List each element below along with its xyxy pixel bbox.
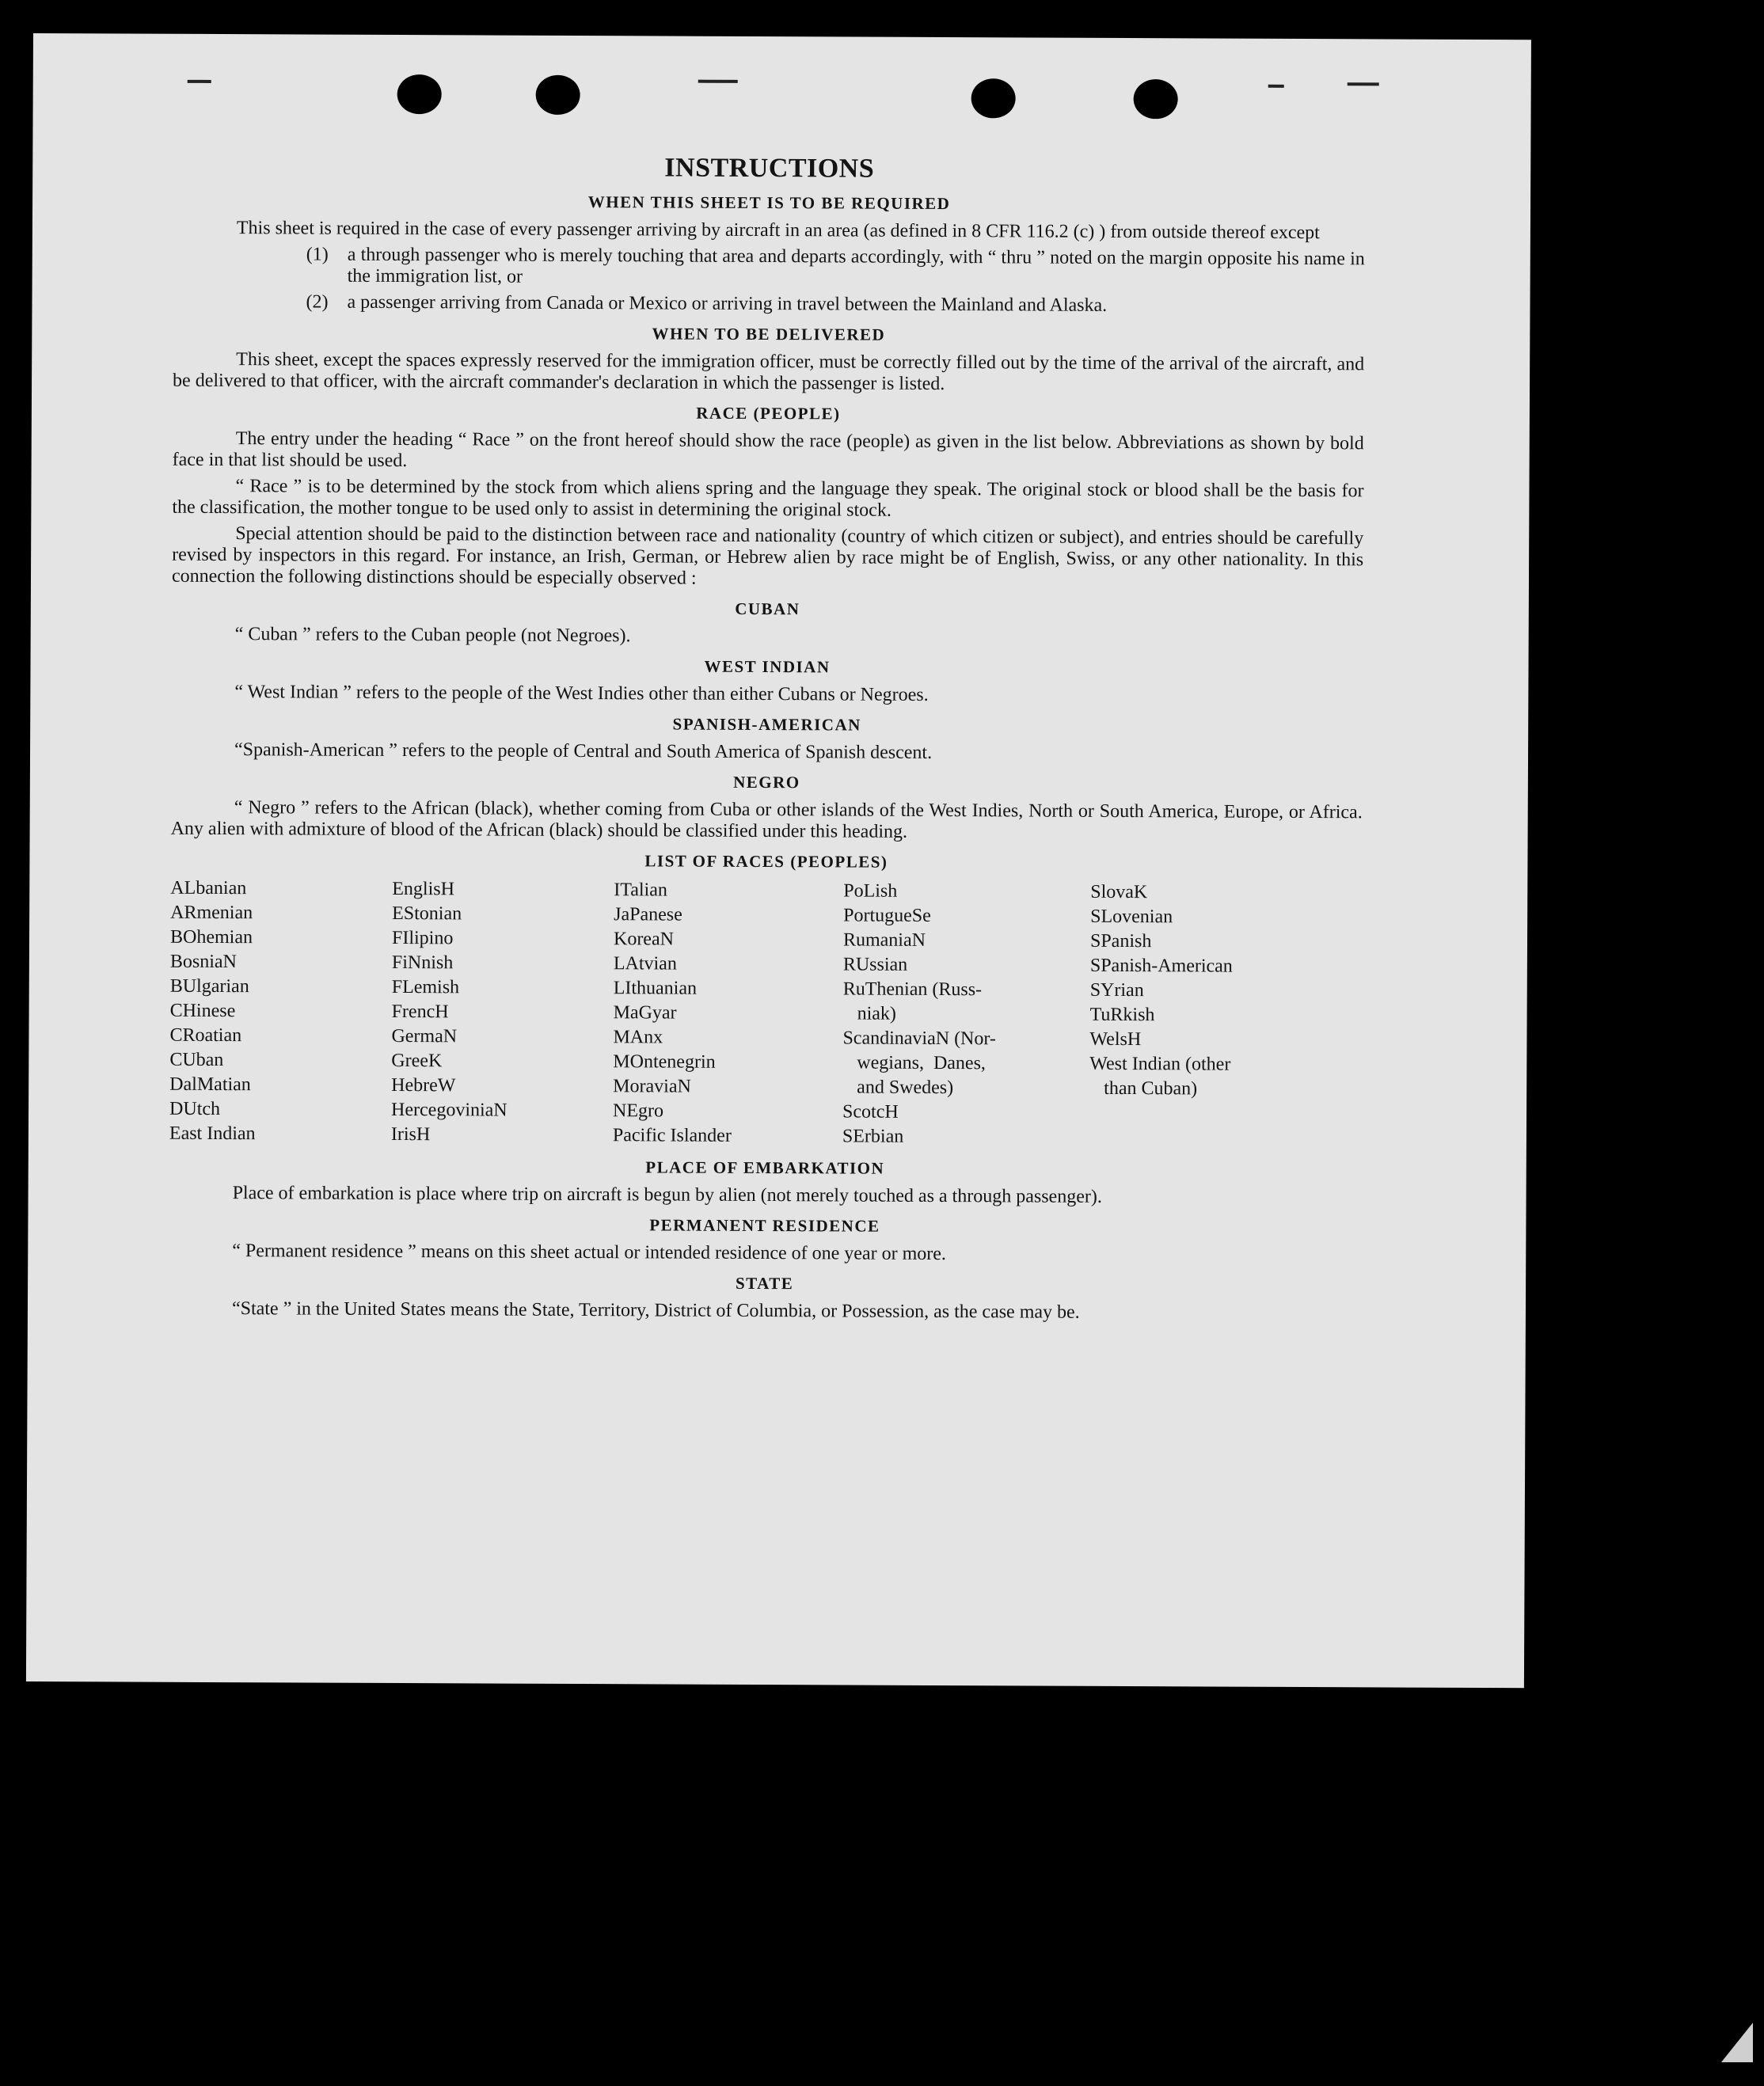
race-entry: EnglisH <box>392 878 455 900</box>
scan-corner-mark <box>1721 2023 1753 2062</box>
paragraph-residence: “ Permanent residence ” means on this sheet actual or intended residence of one year or more. <box>232 1241 946 1265</box>
race-entry: ITalian <box>614 880 667 901</box>
paragraph-when-required: This sheet is required in the case of every passenger arriving by aircraft in an area (as defined in 8 CFR 116.2 (c) ) from outside thereof except <box>236 218 1320 244</box>
paragraph-when-delivered: This sheet, except the spaces expressly reserved for the immigration officer, must be correctly filled out by the time of the arrival of the aircraft, and be delivered to that officer, with the aircraft commander's declaration in which the passenger is listed. <box>173 349 1365 395</box>
races-table <box>169 876 1362 1152</box>
race-entry: ScandinaviaN (Nor- <box>842 1028 996 1050</box>
race-entry: CRoatian <box>169 1024 242 1047</box>
heading-embarkation: PLACE OF EMBARKATION <box>645 1157 885 1178</box>
race-entry: FrencH <box>391 1001 449 1023</box>
race-entry: PortugueSe <box>843 905 931 926</box>
punch-hole <box>971 78 1016 118</box>
race-entry: WelsH <box>1089 1028 1142 1051</box>
race-entry: SErbian <box>842 1126 904 1147</box>
race-entry: FIlipino <box>391 927 454 949</box>
heading-state: STATE <box>735 1273 794 1294</box>
heading-when-required: WHEN THIS SHEET IS TO BE REQUIRED <box>587 192 951 214</box>
race-entry: ALbanian <box>170 877 247 899</box>
race-entry: KoreaN <box>613 929 675 950</box>
race-entry: SLovenian <box>1090 906 1173 928</box>
race-entry: wegians, Danes, <box>842 1052 987 1074</box>
race-entry: BOhemian <box>169 926 253 948</box>
heading-race: RACE (PEOPLE) <box>696 403 841 424</box>
races-column <box>1089 880 1344 1151</box>
race-entry: FiNnish <box>391 952 454 974</box>
race-entry: and Swedes) <box>842 1077 954 1099</box>
punch-hole <box>397 74 442 114</box>
punch-hole <box>536 75 580 115</box>
race-entry: TuRkish <box>1089 1004 1155 1026</box>
race-entry: BUlgarian <box>169 975 249 997</box>
paragraph-race-1: The entry under the heading “ Race ” on the front hereof should show the race (people) as given in the list below. Abbreviations as shown by bold face in that list should be used. <box>172 428 1364 472</box>
heading-negro: NEGRO <box>733 772 800 792</box>
paragraph-spanish-american: “Spanish-American ” refers to the people of Central and South America of Spanish descent. <box>234 739 933 763</box>
exception-text: a passenger arriving from Canada or Mexico or arriving in travel between the Mainland and Alaska. <box>347 291 1108 316</box>
race-entry: MoraviaN <box>613 1076 691 1097</box>
races-column <box>613 878 843 1149</box>
paragraph-state: “State ” in the United States means the State, Territory, District of Columbia, or Possession, as the case may be. <box>231 1298 1080 1323</box>
race-entry: SlovaK <box>1090 881 1148 903</box>
heading-list-of-races: LIST OF RACES (PEOPLES) <box>644 851 888 872</box>
exception-item <box>173 291 1364 318</box>
heading-cuban: CUBAN <box>735 598 800 619</box>
race-entry: LAtvian <box>613 953 677 975</box>
race-entry: HercegoviniaN <box>391 1099 508 1121</box>
race-entry: IrisH <box>390 1123 431 1146</box>
race-entry: MAnx <box>613 1027 663 1048</box>
race-entry: MOntenegrin <box>613 1051 716 1073</box>
race-entry: CHinese <box>169 1000 236 1022</box>
scan-speck <box>698 80 738 83</box>
exception-number: (2) <box>306 291 329 313</box>
scan-speck <box>1348 82 1379 85</box>
paragraph-negro: “ Negro ” refers to the African (black), whether coming from Cuba or other islands of the West Indies, North or South America, Europe, or Africa. Any alien with admixture of blood of the African (black) should be classified under this heading. <box>170 797 1363 842</box>
race-entry: GermaN <box>391 1025 458 1047</box>
paragraph-cuban: “ Cuban ” refers to the Cuban people (not Negroes). <box>234 624 631 647</box>
race-entry: BosniaN <box>169 951 237 973</box>
race-entry: RUssian <box>842 954 908 975</box>
races-column <box>391 877 614 1148</box>
race-entry: East Indian <box>169 1123 256 1145</box>
race-entry: DUtch <box>169 1098 221 1120</box>
race-entry: PoLish <box>843 880 898 902</box>
race-entry: Pacific Islander <box>612 1125 732 1146</box>
paragraph-west-indian: “ West Indian ” refers to the people of the West Indies other than either Cubans or Negroes. <box>234 682 929 705</box>
exception-number: (1) <box>306 244 329 265</box>
paragraph-race-3: Special attention should be paid to the distinction between race and nationality (country of which citizen or subject), and entries should be carefully revised by inspectors in this regard. For instance, an Irish, German, or Hebrew alien by race might be of English, Swiss, or any other nationality. In this connection the following distinctions should be especially observed : <box>171 523 1364 589</box>
race-entry: RuThenian (Russ- <box>842 978 983 1001</box>
race-entry: CUban <box>169 1049 224 1071</box>
race-entry: EStonian <box>392 902 462 925</box>
heading-west-indian: WEST INDIAN <box>704 656 831 677</box>
scan-speck <box>188 80 211 83</box>
race-entry: SPanish-American <box>1089 955 1233 977</box>
paragraph-race-2: “ Race ” is to be determined by the stock from which aliens spring and the language they speak. The original stock or blood shall be the basis for the classification, the mother tongue to be used only to assist in determining the original stock. <box>172 476 1364 521</box>
scan-speck <box>1268 85 1284 88</box>
race-entry: RumaniaN <box>842 929 926 951</box>
race-entry: niak) <box>842 1003 896 1024</box>
exception-text: a through passenger who is merely touching that area and departs accordingly, with “ thru ” noted on the margin opposite his name in the immigration list, or <box>347 244 1365 287</box>
race-entry: ScotcH <box>842 1101 899 1123</box>
heading-spanish-american: SPANISH-AMERICAN <box>672 714 861 735</box>
race-entry: JaPanese <box>614 904 682 925</box>
heading-residence: PERMANENT RESIDENCE <box>649 1215 880 1236</box>
races-column <box>169 876 392 1147</box>
race-entry: LIthuanian <box>613 978 698 999</box>
race-entry: than Cuban) <box>1089 1077 1198 1100</box>
punch-hole <box>1134 79 1178 119</box>
race-entry: NEgro <box>613 1100 664 1122</box>
exception-item <box>173 244 1365 292</box>
instructions-content <box>169 151 1365 1330</box>
page-title: INSTRUCTIONS <box>664 153 875 184</box>
race-entry: SPanish <box>1089 930 1152 952</box>
race-entry: MaGyar <box>613 1002 677 1024</box>
race-entry: HebreW <box>391 1074 456 1096</box>
document-sheet <box>26 33 1531 1688</box>
race-entry: ARmenian <box>170 902 253 924</box>
race-entry: FLemish <box>391 976 460 998</box>
race-entry: DalMatian <box>169 1073 251 1096</box>
heading-when-delivered: WHEN TO BE DELIVERED <box>652 324 886 344</box>
races-column <box>842 879 1090 1149</box>
paragraph-embarkation: Place of embarkation is place where trip on aircraft is begun by alien (not merely touched as a through passenger). <box>232 1183 1102 1207</box>
race-entry: GreeK <box>391 1050 443 1072</box>
race-entry: SYrian <box>1089 979 1144 1001</box>
race-entry: West Indian (other <box>1089 1053 1231 1075</box>
